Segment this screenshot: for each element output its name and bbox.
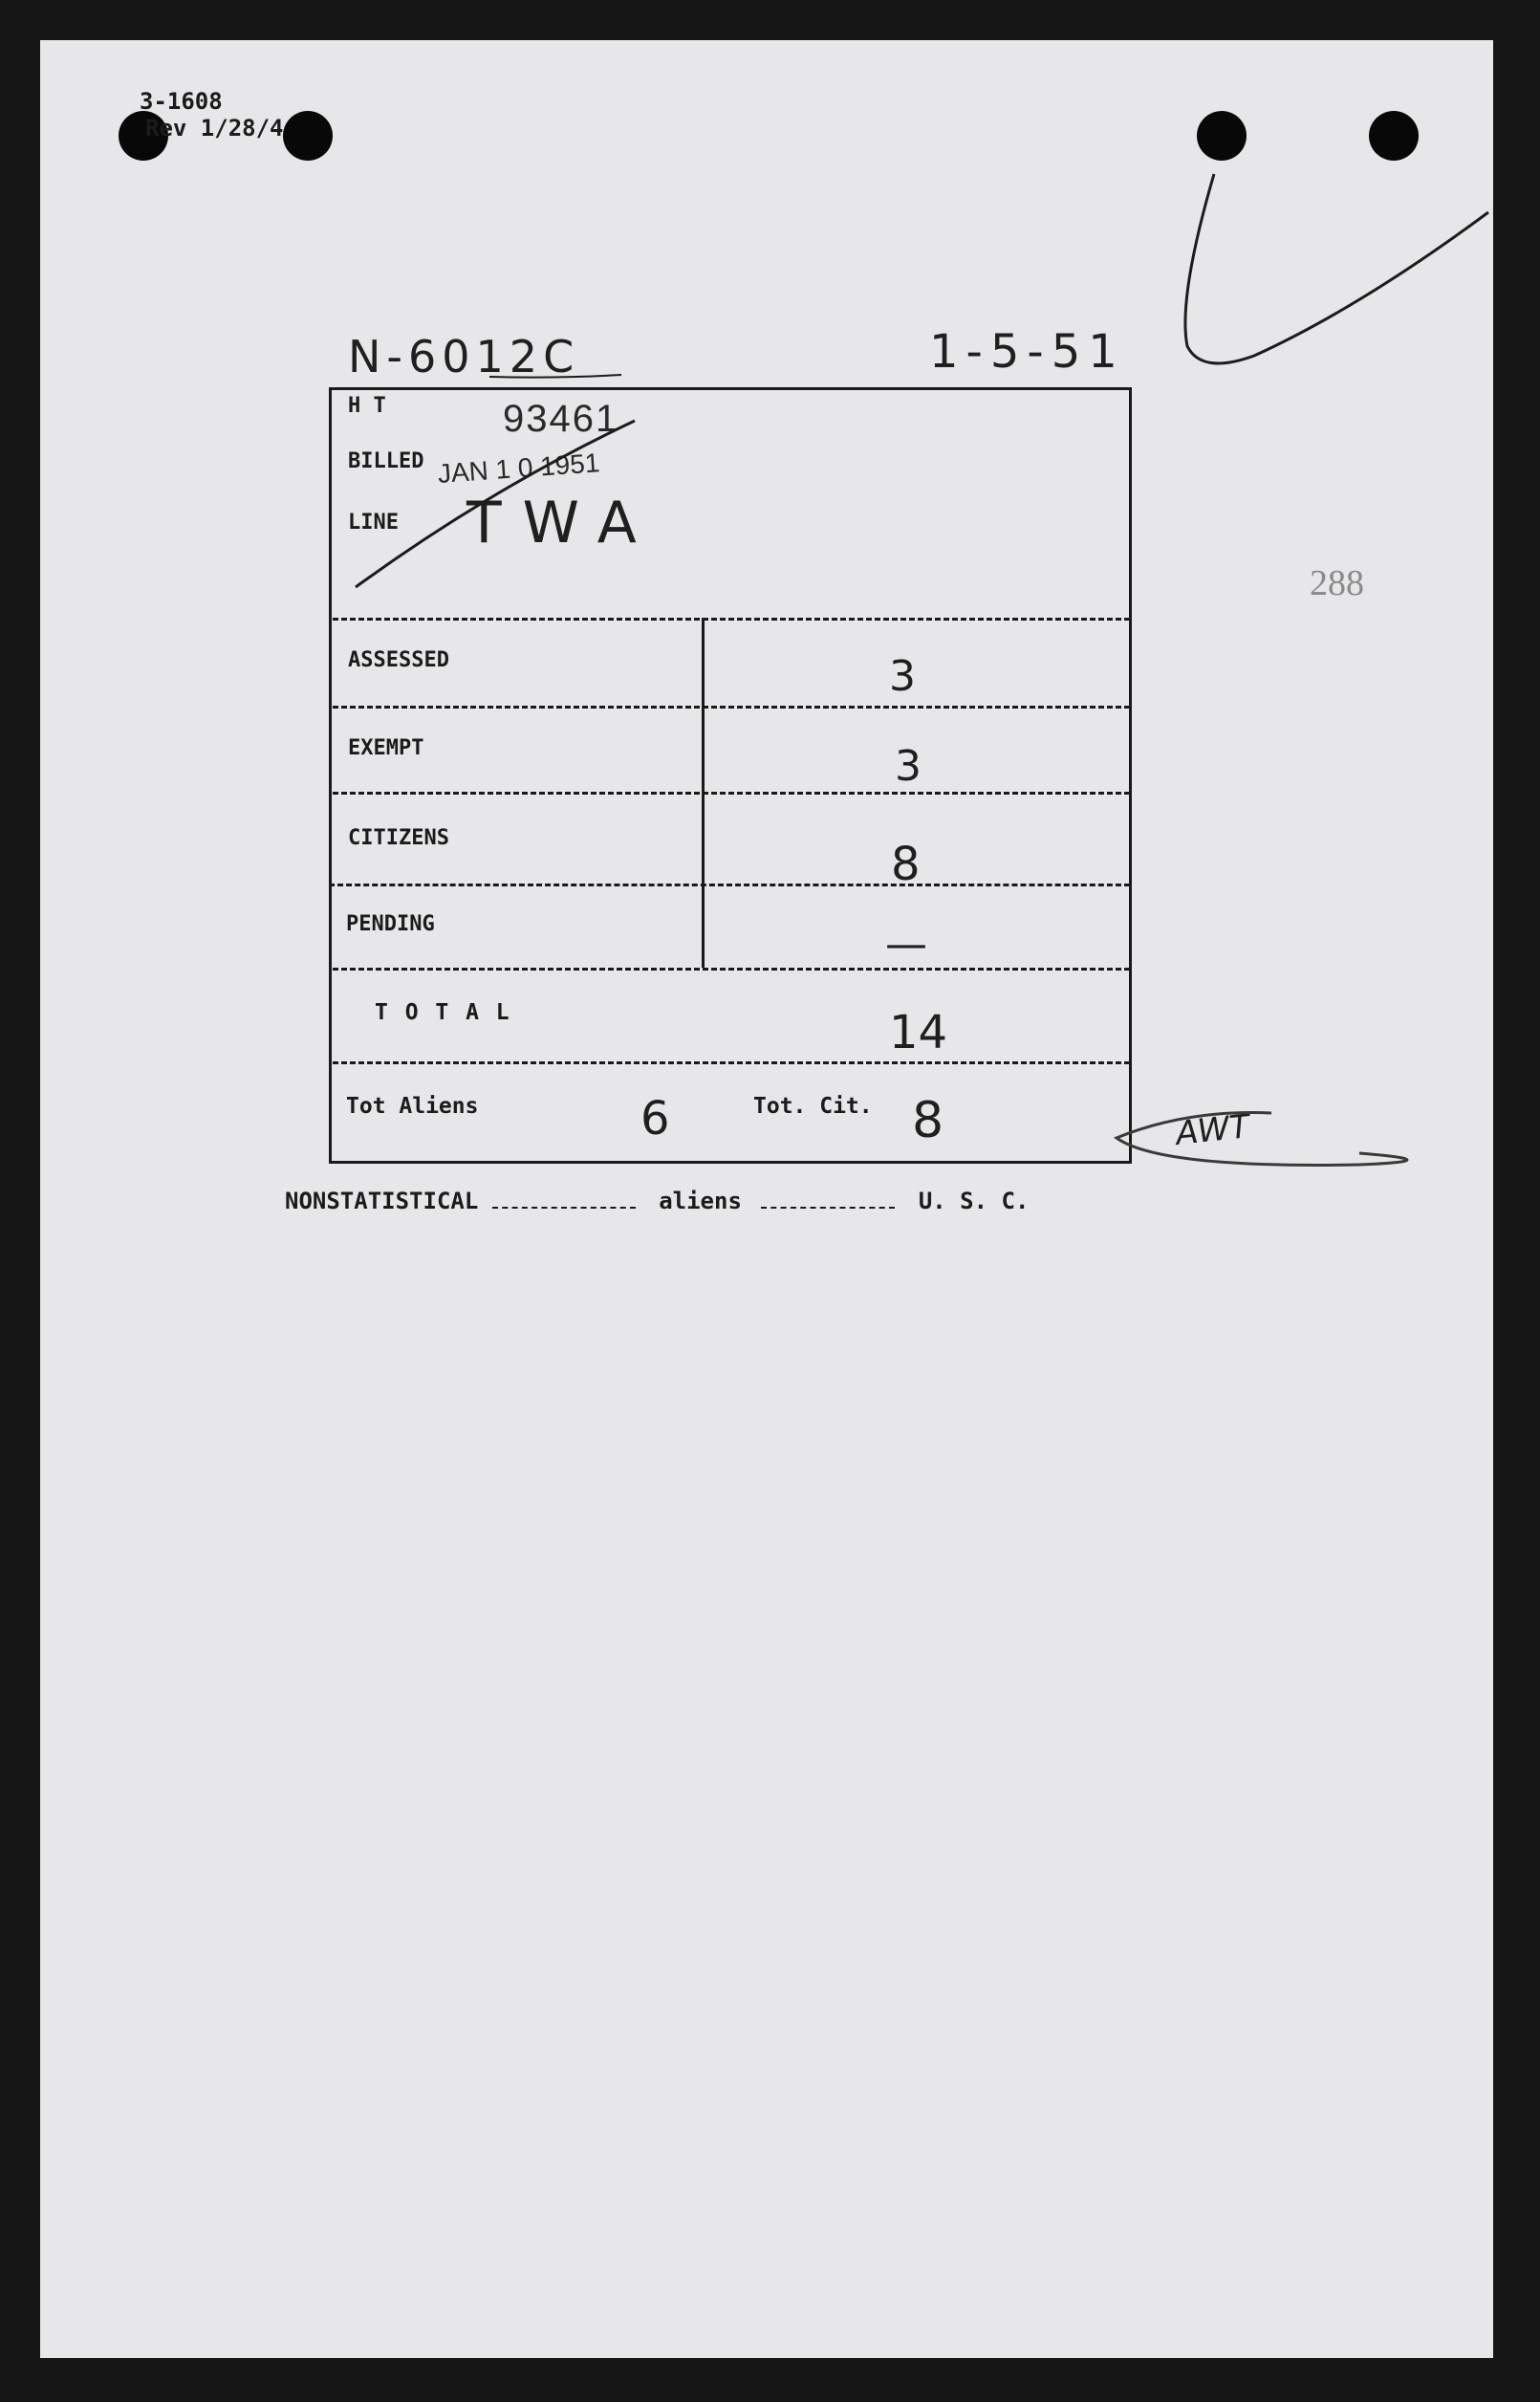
tot-aliens-value: 6	[640, 1092, 670, 1146]
initials-loop	[1117, 1113, 1407, 1166]
ht-label: H T	[348, 394, 386, 418]
usc-label: U. S. C.	[918, 1188, 1030, 1214]
scanned-document	[40, 40, 1493, 2358]
tot-aliens-label: Tot Aliens	[346, 1094, 479, 1119]
exempt-value: 3	[895, 742, 922, 791]
tot-cit-label: Tot. Cit.	[753, 1094, 873, 1119]
pending-value: —	[885, 920, 927, 969]
check-mark-stroke	[1185, 174, 1488, 363]
airline-line-value: TWA	[466, 490, 658, 557]
line-strikethrough	[356, 421, 635, 587]
aliens-label: aliens	[659, 1188, 742, 1214]
underline-aircraft	[489, 375, 621, 378]
assessed-label: ASSESSED	[348, 648, 449, 672]
total-label: T O T A L	[375, 1000, 511, 1025]
tot-cit-value: 8	[912, 1092, 944, 1149]
aircraft-registration: N-6012C	[348, 331, 580, 382]
nonstatistical-label: NONSTATISTICAL	[285, 1188, 479, 1214]
total-value: 14	[889, 1006, 948, 1059]
citizens-label: CITIZENS	[348, 826, 449, 850]
pending-label: PENDING	[346, 912, 435, 936]
billed-date-stamp: JAN 1 0 1951	[436, 448, 601, 489]
reviewer-initials: AWT	[1174, 1107, 1251, 1153]
line-label: LINE	[348, 511, 399, 535]
form-revision: Rev 1/28/4	[145, 115, 284, 142]
exempt-label: EXEMPT	[348, 736, 424, 760]
billed-label: BILLED	[348, 449, 424, 473]
pen-marks	[40, 40, 1493, 2358]
assessed-value: 3	[889, 652, 916, 701]
ht-number-stamp: 93461	[503, 398, 619, 440]
form-number: 3-1608	[140, 88, 223, 115]
page-number-stamp: 288	[1310, 563, 1364, 603]
arrival-date: 1-5-51	[929, 325, 1125, 379]
citizens-value: 8	[891, 838, 921, 891]
